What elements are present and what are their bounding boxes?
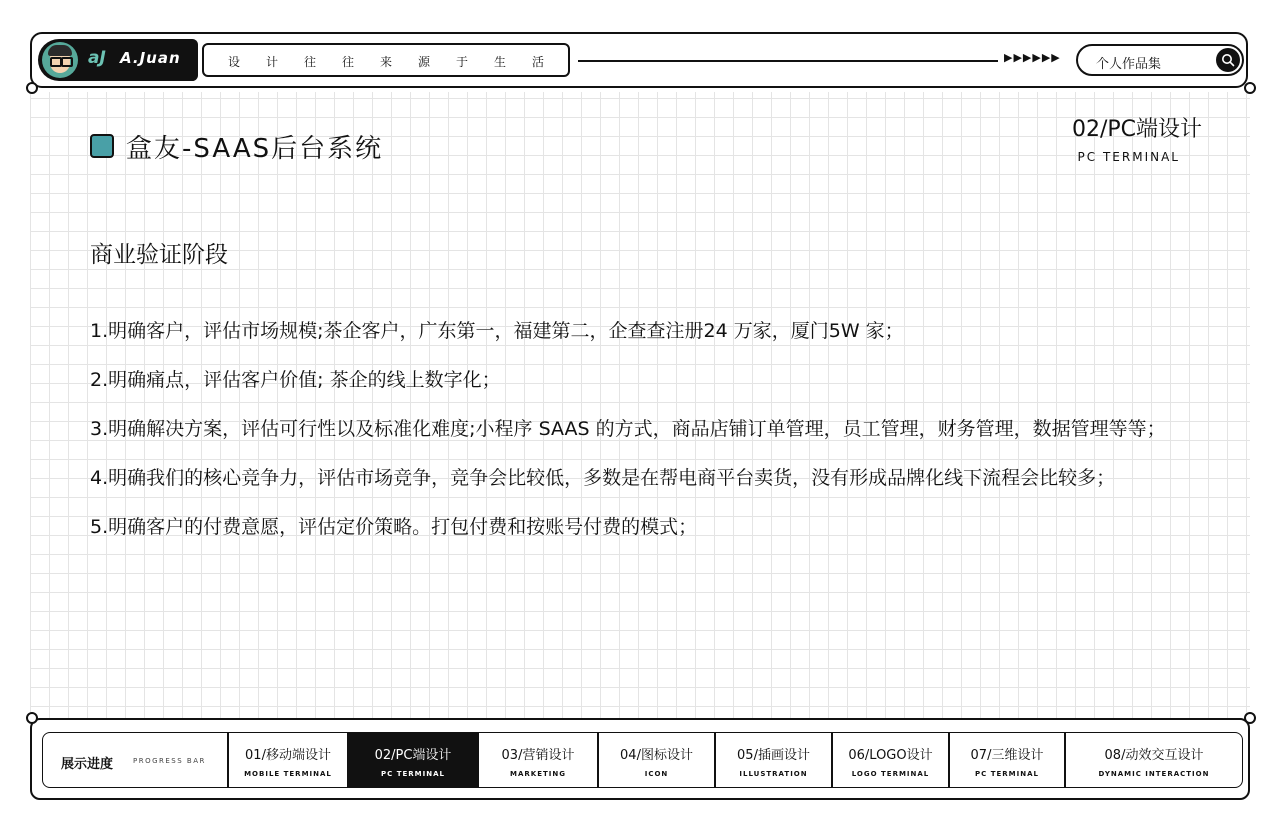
- step-sublabel: MARKETING: [510, 770, 566, 778]
- tab-icon-design[interactable]: [598, 732, 715, 788]
- tab-pc-design[interactable]: [348, 732, 478, 788]
- list-item: 2.明确痛点，评估客户价值; 茶企的线上数字化；: [90, 369, 501, 391]
- progress-label-en: PROGRESS BAR: [133, 757, 206, 765]
- step-sublabel: DYNAMIC INTERACTION: [1098, 770, 1210, 778]
- tab-motion-design[interactable]: [1065, 732, 1243, 788]
- step-sublabel: ICON: [644, 770, 669, 778]
- portfolio-label: 个人作品集: [1096, 57, 1162, 72]
- point-list: [90, 322, 1190, 567]
- progress-label-cn: 展示进度: [61, 757, 114, 772]
- slogan-box: [202, 43, 570, 77]
- header-divider-line: [578, 60, 998, 62]
- step-sublabel: PC TERMINAL: [381, 770, 445, 778]
- notch-decoration: [26, 712, 38, 724]
- tab-3d-design[interactable]: [949, 732, 1065, 788]
- brand-mark: aJ: [88, 48, 106, 68]
- step-label: 06/LOGO设计: [848, 748, 933, 763]
- step-label: 04/图标设计: [620, 748, 693, 763]
- notch-decoration: [1244, 712, 1256, 724]
- step-label: 01/移动端设计: [245, 748, 331, 763]
- brand-name: A.Juan: [120, 49, 181, 67]
- portfolio-search[interactable]: [1076, 44, 1244, 76]
- step-sublabel: ILLUSTRATION: [739, 770, 808, 778]
- page-title: 盒友-SAAS后台系统: [126, 134, 384, 164]
- tab-logo-design[interactable]: [832, 732, 949, 788]
- title-square-icon: [90, 134, 114, 158]
- notch-decoration: [26, 82, 38, 94]
- section-subtitle: PC TERMINAL: [1077, 150, 1180, 164]
- list-item: 4.明确我们的核心竞争力，评估市场竞争，竞争会比较低，多数是在帮电商平台卖货，没有形成品牌化线下流程会比较多；: [90, 467, 1116, 489]
- list-item: 5.明确客户的付费意愿，评估定价策略。打包付费和按账号付费的模式；: [90, 516, 698, 538]
- step-label: 07/三维设计: [970, 748, 1044, 763]
- tab-marketing-design[interactable]: [478, 732, 598, 788]
- notch-decoration: [1244, 82, 1256, 94]
- progress-label: [42, 732, 228, 788]
- step-label: 03/营销设计: [501, 748, 575, 763]
- section-code: 02/PC端设计: [1071, 117, 1202, 142]
- search-button[interactable]: [1216, 48, 1240, 72]
- search-icon: [1221, 53, 1235, 67]
- section-heading: 商业验证阶段: [90, 242, 228, 268]
- step-sublabel: PC TERMINAL: [975, 770, 1039, 778]
- step-sublabel: LOGO TERMINAL: [851, 770, 930, 778]
- slogan-text: 设计往往来源于生活: [228, 55, 571, 69]
- step-label: 08/动效交互设计: [1104, 748, 1204, 763]
- tab-illustration-design[interactable]: [715, 732, 832, 788]
- list-item: 1.明确客户，评估市场规模;茶企客户，广东第一，福建第二，企查查注册24 万家，厦门5W 家；: [90, 320, 904, 342]
- list-item: 3.明确解决方案，评估可行性以及标准化难度;小程序 SAAS 的方式，商品店铺订单管理，员工管理，财务管理，数据管理等等；: [90, 418, 1166, 440]
- step-label: 02/PC端设计: [374, 748, 452, 763]
- top-header-bar: [30, 32, 1248, 88]
- arrow-decoration-icon: ▶▶▶▶▶▶: [1004, 51, 1061, 64]
- progress-bar: [30, 718, 1250, 800]
- avatar: [42, 42, 78, 78]
- tab-mobile-design[interactable]: [228, 732, 348, 788]
- step-label: 05/插画设计: [737, 748, 810, 763]
- brand-logo[interactable]: [38, 39, 198, 81]
- step-sublabel: MOBILE TERMINAL: [244, 770, 332, 778]
